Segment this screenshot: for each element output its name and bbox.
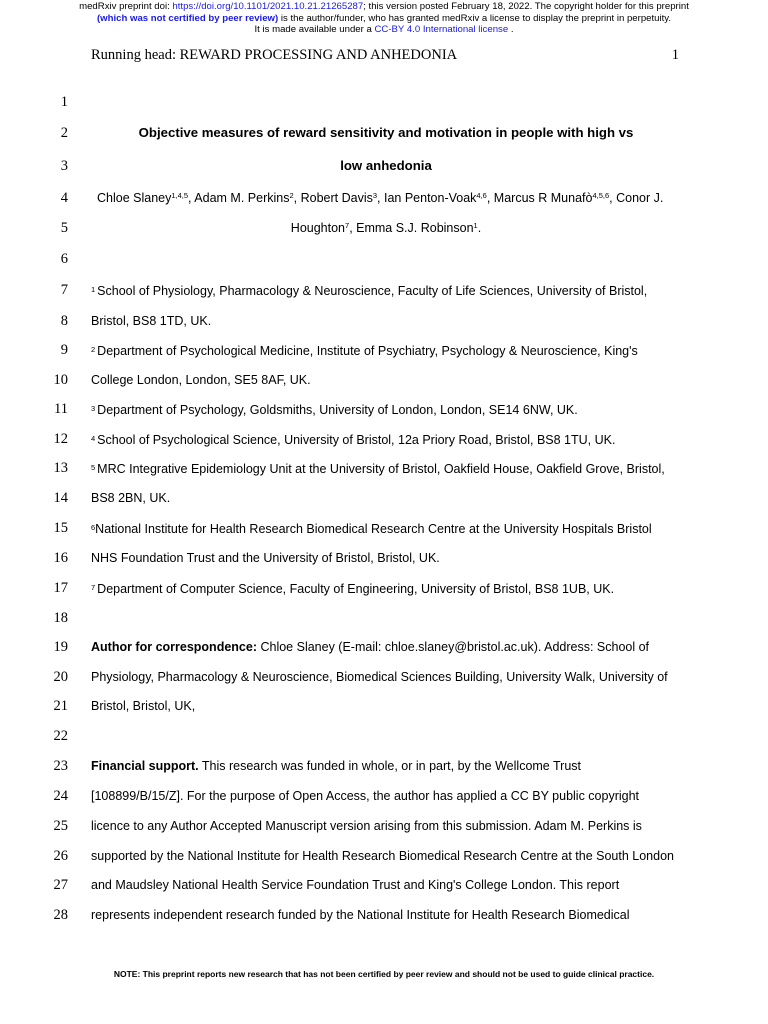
- line-number: 5: [60, 220, 68, 236]
- correspondence-heading: Author for correspondence:: [91, 640, 257, 654]
- manuscript-line: [0, 756, 768, 776]
- line-number: 19: [53, 639, 68, 655]
- affiliation-marker: 3: [91, 404, 96, 413]
- line-number: 2: [60, 125, 68, 141]
- manuscript-line: [0, 905, 768, 925]
- financial-support-text: represents independent research funded by the National Institute for Health Research Biomedical: [91, 908, 630, 922]
- financial-support: [91, 756, 581, 776]
- peer-review-warning: (which was not certified by peer review): [96, 12, 279, 24]
- manuscript-line: [0, 340, 768, 360]
- affiliation: [91, 578, 614, 599]
- affiliation-marker: 4: [91, 434, 96, 443]
- author-list: [97, 188, 663, 208]
- banner-line-2: [0, 13, 768, 25]
- manuscript-line: [0, 92, 768, 112]
- affiliation-marker: 1: [91, 285, 96, 294]
- manuscript-line: [0, 518, 768, 538]
- author-name: , Ian Penton-Voak: [377, 191, 477, 205]
- line-number: 27: [53, 877, 68, 893]
- license-link[interactable]: CC-BY 4.0 International license: [374, 24, 509, 35]
- footer-note: NOTE: This preprint reports new research that has not been certified by peer review and should not be used to guide clinical practice.: [113, 969, 655, 979]
- manuscript-line: [0, 786, 768, 806]
- author-name: , Adam M. Perkins: [188, 191, 290, 205]
- line-number: 18: [53, 610, 68, 626]
- banner-text: is the author/funder, who has granted medRxiv a license to display the preprint in perpetuity.: [278, 12, 672, 24]
- affiliation: [91, 518, 652, 539]
- running-head: [91, 47, 681, 64]
- affiliation-text: Bristol, BS8 1TD, UK.: [91, 314, 212, 328]
- doi-link[interactable]: https://doi.org/10.1101/2021.10.21.21265287: [172, 1, 364, 12]
- affiliation-text: MRC Integrative Epidemiology Unit at the University of Bristol, Oakfield House, Oakfield Grove, Bristol,: [97, 462, 665, 476]
- affiliation-text: NHS Foundation Trust and the University of Bristol, Bristol, UK.: [91, 551, 440, 565]
- correspondence-text: Bristol, Bristol, UK,: [91, 699, 196, 713]
- author-name: , Conor J.: [609, 191, 664, 205]
- affiliation-sup: 4,5,6: [592, 191, 610, 200]
- correspondence-text: Chloe Slaney (E-mail: chloe.slaney@bristol.ac.uk). Address: School of: [257, 640, 650, 654]
- affiliation-text: Department of Psychology, Goldsmiths, University of London, London, SE14 6NW, UK.: [97, 403, 578, 417]
- line-number: 14: [53, 490, 68, 506]
- banner-text: medRxiv preprint doi:: [79, 1, 173, 12]
- affiliation: [91, 429, 615, 450]
- financial-support-text: This research was funded in whole, or in part, by the Wellcome Trust: [198, 759, 582, 773]
- running-head-text: Running head: REWARD PROCESSING AND ANHEDONIA: [91, 47, 458, 63]
- affiliation-sup: 7: [345, 221, 350, 230]
- affiliation-marker: 5: [91, 463, 96, 472]
- line-number: 15: [53, 520, 68, 536]
- author-name: .: [477, 221, 482, 235]
- manuscript-line: [0, 696, 768, 716]
- line-number: 17: [53, 580, 68, 596]
- affiliation: [91, 458, 665, 479]
- manuscript-line: [0, 280, 768, 300]
- manuscript-line: [0, 816, 768, 836]
- manuscript-line: [0, 548, 768, 568]
- banner-line-3: [0, 24, 768, 36]
- affiliation-sup: 2: [289, 191, 294, 200]
- manuscript-line: [0, 667, 768, 687]
- banner-line-1: [0, 1, 768, 13]
- financial-support-text: [108899/B/15/Z]. For the purpose of Open Access, the author has applied a CC BY public copyright: [91, 789, 640, 803]
- affiliation-text: Department of Computer Science, Faculty of Engineering, University of Bristol, BS8 1UB, UK.: [97, 582, 615, 596]
- preprint-banner: [0, 1, 768, 36]
- affiliation-text: School of Psychological Science, University of Bristol, 12a Priory Road, Bristol, BS8 1TU, UK.: [97, 433, 616, 447]
- line-number: 6: [60, 251, 68, 267]
- affiliation-marker: 7: [91, 583, 96, 592]
- author-name: , Robert Davis: [293, 191, 373, 205]
- line-number: 21: [53, 698, 68, 714]
- affiliation-sup: 4,6: [476, 191, 487, 200]
- line-number: 10: [53, 372, 68, 388]
- affiliation-sup: 1,4,5: [171, 191, 189, 200]
- line-number: 1: [60, 94, 68, 110]
- affiliation-text: BS8 2BN, UK.: [91, 491, 171, 505]
- financial-support-text: and Maudsley National Health Service Foundation Trust and King's College London. This report: [91, 878, 620, 892]
- manuscript-line: [0, 123, 768, 143]
- line-number: 22: [53, 728, 68, 744]
- affiliation-text: College London, London, SE5 8AF, UK.: [91, 373, 311, 387]
- line-number: 26: [53, 848, 68, 864]
- manuscript-line: [0, 875, 768, 895]
- manuscript-line: [0, 156, 768, 176]
- manuscript-line: [0, 458, 768, 478]
- manuscript-line: [0, 249, 768, 269]
- affiliation: [91, 340, 638, 361]
- affiliation-sup: 1: [473, 221, 478, 230]
- affiliation-sup: 3: [372, 191, 378, 200]
- correspondence: [91, 637, 649, 657]
- manuscript-line: [0, 311, 768, 331]
- manuscript-line: [0, 429, 768, 449]
- manuscript-line: [0, 846, 768, 866]
- line-number: 24: [53, 788, 68, 804]
- line-number: 4: [60, 190, 68, 206]
- affiliation: [91, 399, 578, 420]
- manuscript-line: [0, 218, 768, 238]
- line-number: 13: [53, 460, 68, 476]
- author-name: Houghton: [290, 221, 346, 235]
- affiliation-marker: 6: [91, 523, 96, 532]
- paper-title: low anhedonia: [340, 158, 432, 173]
- affiliation-text: School of Physiology, Pharmacology & Neuroscience, Faculty of Life Sciences, University of Bristol,: [97, 284, 648, 298]
- affiliation-marker: 2: [91, 345, 96, 354]
- manuscript-line: [0, 488, 768, 508]
- manuscript-line: [0, 578, 768, 598]
- manuscript-line: [0, 608, 768, 628]
- line-number: 23: [53, 758, 68, 774]
- line-number: 25: [53, 818, 68, 834]
- author-list: [91, 218, 681, 238]
- line-number: 7: [60, 282, 68, 298]
- manuscript-line: [0, 637, 768, 657]
- line-number: 28: [53, 907, 68, 923]
- manuscript-line: [0, 726, 768, 746]
- banner-text: .: [508, 24, 514, 35]
- page-number: 1: [671, 47, 679, 63]
- financial-support-heading: Financial support.: [91, 759, 199, 773]
- line-number: 12: [53, 431, 68, 447]
- line-number: 16: [53, 550, 68, 566]
- line-number: 8: [60, 313, 68, 329]
- paper-title: Objective measures of reward sensitivity and motivation in people with high vs: [138, 125, 634, 140]
- banner-text: It is made available under a: [254, 24, 375, 35]
- line-number: 11: [54, 401, 68, 417]
- financial-support-text: supported by the National Institute for Health Research Biomedical Research Centre at the South London: [91, 849, 674, 863]
- author-name: , Marcus R Munafò: [486, 191, 593, 205]
- author-name: Chloe Slaney: [97, 191, 172, 205]
- manuscript-line: [0, 399, 768, 419]
- affiliation: [91, 280, 647, 301]
- line-number: 9: [60, 342, 68, 358]
- financial-support-text: licence to any Author Accepted Manuscript version arising from this submission. Adam M. Perkins is: [91, 819, 642, 833]
- banner-text: ; this version posted February 18, 2022. The copyright holder for this preprint: [363, 1, 689, 12]
- affiliation-text: National Institute for Health Research Biomedical Research Centre at the University Hospitals Bristol: [95, 522, 652, 536]
- manuscript-line: [0, 188, 768, 208]
- manuscript-line: [0, 370, 768, 390]
- affiliation-text: Department of Psychological Medicine, Institute of Psychiatry, Psychology & Neuroscience, King's: [97, 344, 638, 358]
- correspondence-text: Physiology, Pharmacology & Neuroscience, Biomedical Sciences Building, University Walk, University of: [91, 670, 668, 684]
- author-name: , Emma S.J. Robinson: [349, 221, 474, 235]
- line-number: 20: [53, 669, 68, 685]
- line-number: 3: [60, 158, 68, 174]
